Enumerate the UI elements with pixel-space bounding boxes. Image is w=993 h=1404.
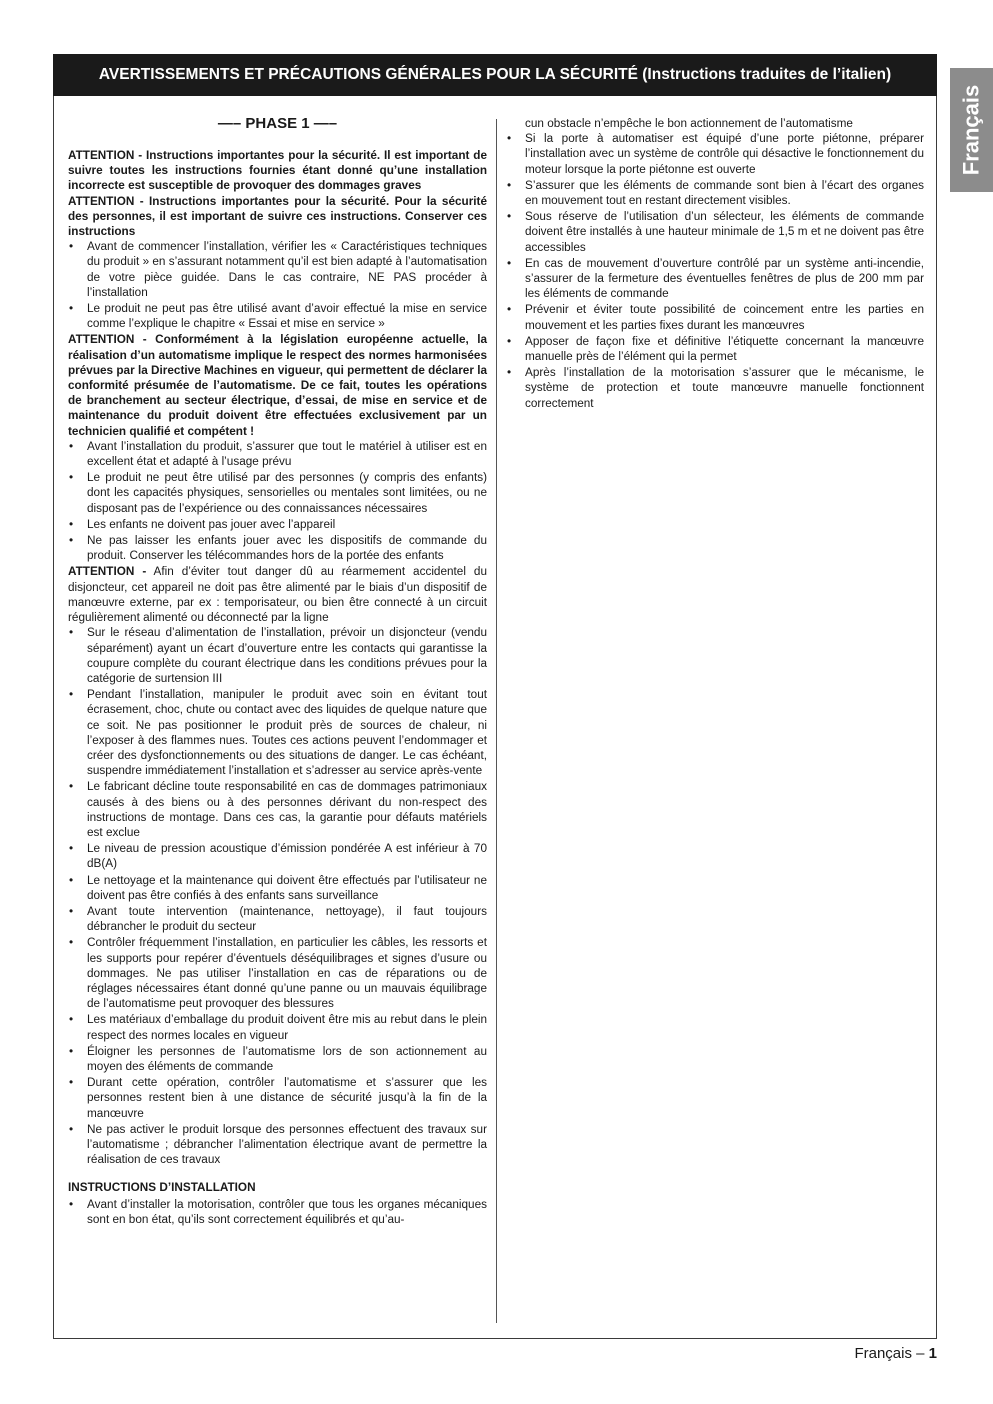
- list-item: • Avant d’installer la motorisation, contrôler que tous les organes mécaniques sont en bon état, qu’ils sont correctement équilibrés et qu’au-: [69, 1197, 487, 1226]
- bullet-icon: •: [69, 1122, 74, 1136]
- list-item: • Sur le réseau d’alimentation de l’installation, prévoir un disjoncteur (vendu séparément) ayant un écart d’ouverture entre les contacts qui garantisse la coupure complète du courant électrique dans les conditions prévues pour la catégorie de surtension III: [69, 626, 487, 685]
- list-item: • Prévenir et éviter toute possibilité de coincement entre les parties en mouvement et les parties fixes durant les manœuvres: [507, 303, 924, 332]
- list-item: • Ne pas laisser les enfants jouer avec les dispositifs de commande du produit. Conserver les télécommandes hors de la portée des enfants: [69, 534, 487, 563]
- bullet-icon: •: [69, 780, 74, 794]
- attention-text: Afin d’éviter tout danger dû au réarmement accidentel du disjoncteur, cet appareil ne doit pas être alimenté par le biais d’un dispositif de manœuvre externe, par ex : temporisateur, ou bien être connecté à un circuit régulièrement alimenté ou déconnecté par la ligne: [68, 565, 487, 625]
- list-item: • Les matériaux d’emballage du produit doivent être mis au rebut dans le plein respect des normes locales en vigueur: [69, 1013, 487, 1042]
- bullet-icon: •: [507, 303, 512, 317]
- language-tab-label: Français: [958, 84, 984, 176]
- list-item: • Ne pas activer le produit lorsque des personnes effectuent des travaux sur l’automatisme ; débrancher l’alimentation électrique avant de permettre la réalisation de ces travaux: [69, 1122, 487, 1167]
- list-item: • Éloigner les personnes de l’automatisme lors de son actionnement au moyen des éléments de commande: [69, 1044, 487, 1073]
- left-column: [68, 114, 487, 1228]
- list-item: • S’assurer que les éléments de commande sont bien à l’écart des organes en mouvement tout en restant directement visibles.: [507, 178, 924, 208]
- bullet-icon: •: [69, 873, 74, 887]
- language-tab: [950, 68, 993, 192]
- bullet-icon: •: [69, 471, 74, 485]
- list-item: • Le produit ne peut pas être utilisé avant d’avoir effectué la mise en service comme l’explique le chapitre « Essai et mise en service »: [69, 302, 487, 331]
- bullet-icon: •: [507, 256, 512, 270]
- bullet-icon: •: [69, 626, 74, 640]
- attention-paragraph-1: ATTENTION - Instructions importantes pour la sécurité. Il est important de suivre toutes les instructions fournies étant donné qu’une installation incorrecte est susceptible de provoquer des dommages graves: [68, 149, 487, 193]
- bullet-list-3: [68, 625, 487, 1167]
- list-item: • Les enfants ne doivent pas jouer avec l’appareil: [69, 517, 336, 531]
- bullet-icon: •: [69, 517, 74, 531]
- list-item: • Pendant l’installation, manipuler le produit avec soin en évitant tout écrasement, choc, chute ou contact avec des liquides de quelque nature que ce soit. Ne pas positionner le produit près de sources de chaleur, ni l’exposer à des flammes nues. Toutes ces actions peuvent l’endommager et créer des dysfonctionnements ou des situations de danger. Le cas échéant, suspendre immédiatement l’installation et s’adresser au service après-vente: [69, 688, 487, 778]
- list-item: • Le niveau de pression acoustique d’émission pondérée A est inférieur à 70 dB(A): [69, 842, 487, 871]
- column-divider: [496, 119, 497, 1323]
- bullet-icon: •: [507, 366, 512, 380]
- attention-paragraph-2: ATTENTION - Instructions importantes pour la sécurité. Pour la sécurité des personnes, il est important de suivre ces instructions. Conserver ces instructions: [68, 194, 487, 239]
- list-item: • Contrôler fréquemment l’installation, en particulier les câbles, les ressorts et les supports pour repérer d’éventuels déséquilibrages et signes d’usure ou dommages. Ne pas utiliser l’installation en cas de réparations ou de réglages nécessaires étant donné qu’une panne ou un mauvais équilibrage de l’automatisme peut provoquer des blessures: [69, 936, 487, 1011]
- right-column: [506, 116, 924, 412]
- bullet-icon: •: [69, 688, 74, 702]
- list-item: • Sous réserve de l’utilisation d’un sélecteur, les éléments de commande doivent être installés à une hauteur minimale de 1,5 m et ne doivent pas être accessibles: [507, 210, 924, 254]
- attention-paragraph-4: [68, 564, 487, 625]
- page-header: [53, 54, 937, 96]
- bullet-icon: •: [507, 178, 512, 192]
- bullet-list-2: [68, 439, 487, 564]
- bullet-list-1: [68, 239, 487, 331]
- list-item: • Avant l’installation du produit, s’assurer que tout le matériel à utiliser est en excellent état et adapté à l’usage prévu: [69, 439, 487, 469]
- list-item: • Après l’installation de la motorisation s’assurer que le mécanisme, le système de protection et toute manœuvre manuelle fonctionnent correctement: [507, 366, 924, 410]
- bullet-icon: •: [69, 534, 74, 548]
- bullet-icon: •: [507, 210, 512, 224]
- bullet-icon: •: [69, 302, 74, 316]
- bullet-icon: •: [69, 1076, 74, 1090]
- bullet-icon: •: [507, 334, 512, 348]
- attention-label: ATTENTION -: [68, 565, 147, 579]
- attention-paragraph-3: ATTENTION - Conformément à la législation européenne actuelle, la réalisation d’un automatisme implique le respect des normes harmonisées prévues par la Directive Machines en vigueur, qui permettent de déclarer la conformité présumée de l’automatisme. De ce fait, toutes les opérations de branchement au secteur électrique, d’essai, de mise en service et de maintenance du produit doivent être effectuées exclusivement par un technicien qualifié et compétent !: [68, 333, 487, 438]
- list-item: • Avant de commencer l’installation, vérifier les « Caractéristiques techniques du produit » en s’assurant notamment qu’il est bien adapté à l’automatisation de votre pièce guidée. Dans le cas contraire, NE PAS procéder à l’installation: [69, 240, 487, 299]
- header-title: AVERTISSEMENTS ET PRÉCAUTIONS GÉNÉRALES POUR LA SÉCURITÉ (Instructions traduites de l’italien): [98, 66, 892, 83]
- bullet-icon: •: [69, 1044, 74, 1058]
- bullet-icon: •: [69, 439, 74, 453]
- bullet-icon: •: [69, 904, 74, 918]
- page-number: 1: [928, 1345, 937, 1362]
- bullet-icon: •: [69, 936, 74, 950]
- bullet-icon: •: [69, 1197, 74, 1211]
- list-item: • Le nettoyage et la maintenance qui doivent être effectués par l’utilisateur ne doivent pas être confiés à des enfants sans surveillance: [69, 873, 487, 902]
- list-item: • Durant cette opération, contrôler l’automatisme et s’assurer que les personnes restent bien à une distance de sécurité jusqu’à la fin de la manœuvre: [69, 1076, 487, 1120]
- bullet-icon: •: [69, 1013, 74, 1027]
- list-item: • Avant toute intervention (maintenance, nettoyage), il faut toujours débrancher le produit du secteur: [69, 904, 487, 934]
- installation-section-title: INSTRUCTIONS D’INSTALLATION: [68, 1181, 256, 1195]
- list-item: • Si la porte à automatiser est équipé d’une porte piétonne, préparer l’installation avec un système de contrôle qui désactive le fonctionnement du moteur lorsque la porte piétonne est ouverte: [507, 132, 924, 176]
- continued-text: cun obstacle n’empêche le bon actionnement de l’automatisme: [525, 117, 853, 130]
- list-item: • Le produit ne peut être utilisé par des personnes (y compris des enfants) dont les capacités physiques, sensorielles ou mentales sont limitées, ou ne disposant pas de l’expérience ou des connaissances nécessaires: [69, 471, 487, 515]
- bullet-list-right: [506, 131, 924, 411]
- phase-title: —– PHASE 1 —–: [217, 115, 338, 132]
- footer-language: Français –: [854, 1345, 929, 1362]
- page-footer: [854, 1345, 937, 1362]
- bullet-icon: •: [69, 842, 74, 856]
- list-item: • Le fabricant décline toute responsabilité en cas de dommages patrimoniaux causés à des biens ou à des personnes dérivant du non-respect des instructions de montage. Dans ces cas, la garantie pour défauts matériels est exclue: [69, 780, 487, 839]
- bullet-icon: •: [507, 132, 512, 146]
- list-item: • Apposer de façon fixe et définitive l’étiquette concernant la manœuvre manuelle près de l’élément qui la permet: [507, 334, 924, 364]
- bullet-icon: •: [69, 240, 74, 254]
- list-item: • En cas de mouvement d’ouverture contrôlé par un système anti-incendie, s’assurer de la fermeture des éventuelles fenêtres de plus de 200 mm par les éléments de commande: [507, 256, 924, 301]
- bullet-list-4: [68, 1197, 487, 1227]
